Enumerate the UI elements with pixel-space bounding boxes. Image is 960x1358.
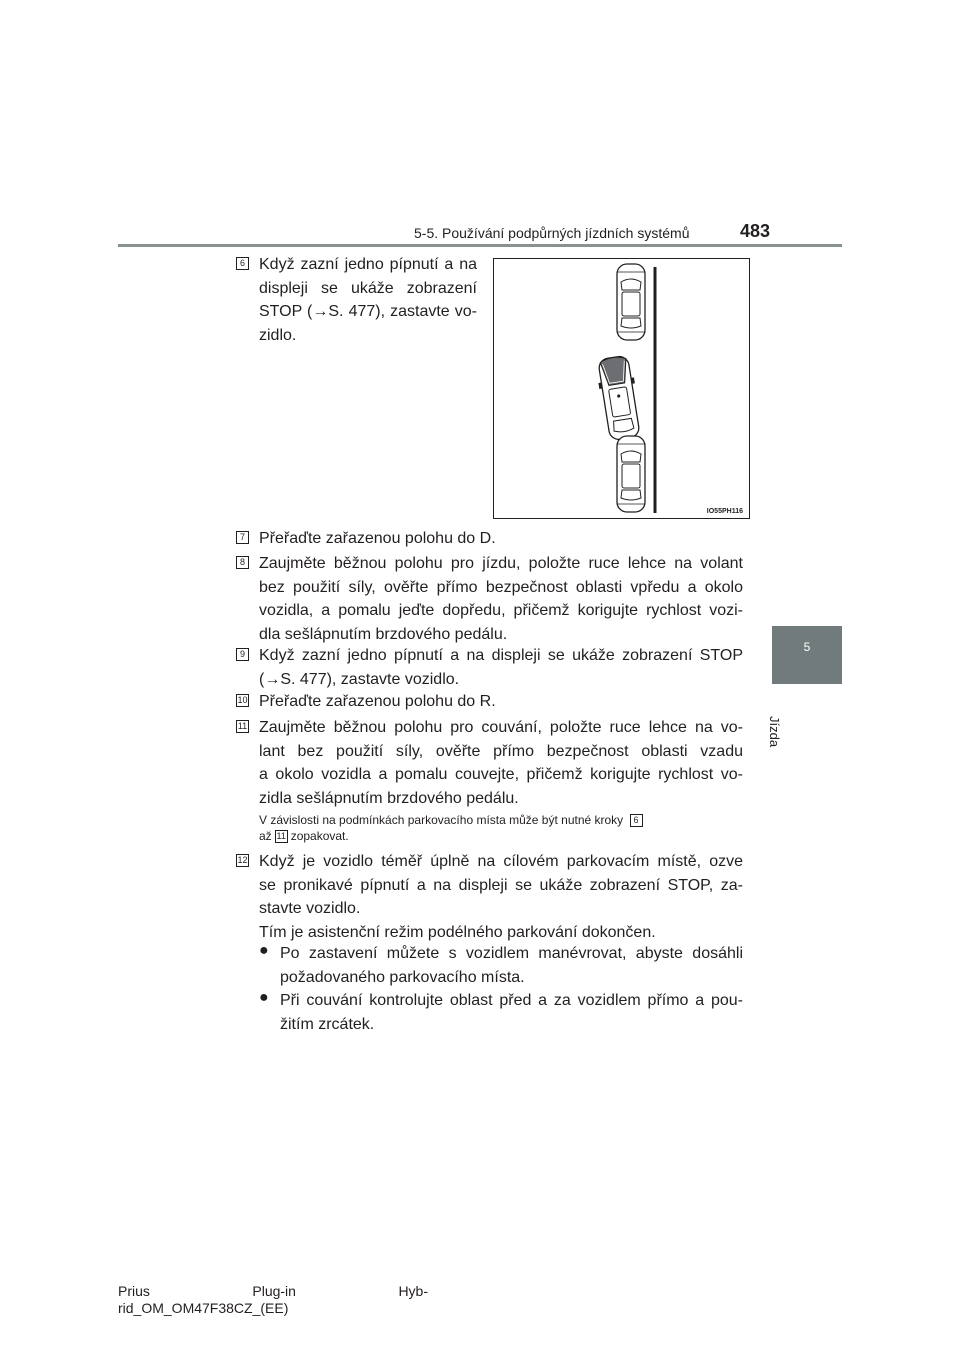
repeat-steps-note	[259, 812, 749, 844]
step-12-line: stavte vozidlo.	[259, 900, 361, 917]
footer-variant: Plug-in	[252, 1283, 296, 1299]
step-11-line: zidla sešlápnutím brzdového pedálu.	[259, 789, 519, 807]
bullet-icon: ●	[259, 989, 269, 1006]
own-car	[595, 355, 643, 442]
footer-model: Prius	[118, 1283, 150, 1299]
step-number-6: 6	[236, 257, 249, 270]
step-11-text	[259, 716, 743, 810]
figure-code: IO55PH116	[706, 508, 743, 515]
step-8-line: vozidla, a pomalu jeďte dopředu, přičemž korigujte rychlost vozi-	[259, 602, 743, 619]
step-11-line: Zaujměte běžnou polohu pro couvání, položte ruce lehce na vo-	[259, 719, 743, 736]
note-text: V závislosti na podmínkách parkovacího místa může být nutné kroky	[259, 813, 624, 827]
step-10-text	[259, 690, 743, 714]
note-step-ref-6: 6	[630, 814, 643, 827]
step-8-line: dla sešlápnutím brzdového pedálu.	[259, 625, 508, 643]
bullet-1-line: požadovaného parkovacího místa.	[280, 968, 525, 986]
step-number-10: 10	[237, 695, 248, 705]
page-number: 483	[740, 221, 771, 241]
step-12-line: se pronikavé pípnutí a na displeji se ukáže zobrazení STOP, za-	[259, 876, 743, 894]
note-text: až	[259, 829, 272, 843]
step-number-12: 12	[237, 855, 248, 865]
step-6-line: zidlo.	[259, 326, 297, 344]
section-title: 5-5. Používání podpůrných jízdních systémů	[414, 225, 690, 241]
chapter-label: Jízda	[767, 716, 782, 748]
step-12-line: Když je vozidlo téměř úplně na cílovém parkovacím místě, ozve	[259, 853, 743, 870]
step-12-line: Tím je asistenční režim podélného parkování dokončen.	[259, 923, 656, 941]
parking-illustration	[493, 258, 750, 519]
step-9-line: (→S. 477), zastavte vozidlo.	[259, 670, 460, 688]
bullet-1-line: Po zastavení můžete s vozidlem manévrovat, abyste dosáhli	[280, 945, 743, 962]
step-11-line: lant bez použití síly, ověřte přímo bezpečnost oblasti vzadu	[259, 742, 743, 760]
step-12-text	[259, 850, 743, 944]
chapter-tab	[772, 626, 842, 684]
step-number-9: 9	[236, 648, 249, 661]
step-number-8: 8	[236, 556, 249, 569]
note-text: zopakovat.	[290, 829, 349, 843]
parked-car-front	[617, 264, 645, 340]
step-10-line: Přeřaďte zařazenou polohu do R.	[259, 693, 496, 710]
step-8-line: bez použití síly, ověřte přímo bezpečnost oblasti vpředu a okolo	[259, 578, 743, 596]
note-step-ref-11: 11	[276, 831, 286, 842]
step-8-text	[259, 552, 743, 646]
step-6-text	[259, 253, 477, 347]
step-9-text	[259, 644, 743, 691]
parking-diagram	[494, 259, 749, 518]
footer-code: rid_OM_OM47F38CZ_(EE)	[118, 1300, 289, 1316]
bullet-1-text	[280, 942, 743, 989]
step-7-text	[259, 527, 743, 551]
bullet-2-text	[280, 989, 743, 1036]
footer-hybrid: Hyb-	[398, 1283, 428, 1299]
step-11-line: a okolo vozidla a pomalu couvejte, přičemž korigujte rychlost vo-	[259, 766, 743, 783]
step-9-line: Když zazní jedno pípnutí a na displeji se ukáže zobrazení STOP	[259, 647, 743, 664]
step-8-line: Zaujměte běžnou polohu pro jízdu, položte ruce lehce na volant	[259, 555, 743, 572]
step-6-line: Když zazní jedno pípnutí a na	[259, 256, 477, 273]
step-number-7: 7	[236, 531, 249, 544]
bullet-2-line: žitím zrcátek.	[280, 1015, 375, 1033]
step-number-11: 11	[237, 721, 248, 731]
step-6-line: STOP (→S. 477), zastavte vo-	[259, 303, 477, 320]
bullet-icon: ●	[259, 942, 269, 959]
step-6-line: displeji se ukáže zobrazení	[259, 279, 477, 297]
bullet-2-line: Při couvání kontrolujte oblast před a za vozidlem přímo a pou-	[280, 992, 743, 1009]
footer-doc-id	[118, 1283, 428, 1317]
chapter-number: 5	[803, 640, 811, 654]
header-rule	[118, 244, 842, 247]
step-7-line: Přeřaďte zařazenou polohu do D.	[259, 530, 496, 547]
parked-car-rear	[617, 436, 645, 512]
